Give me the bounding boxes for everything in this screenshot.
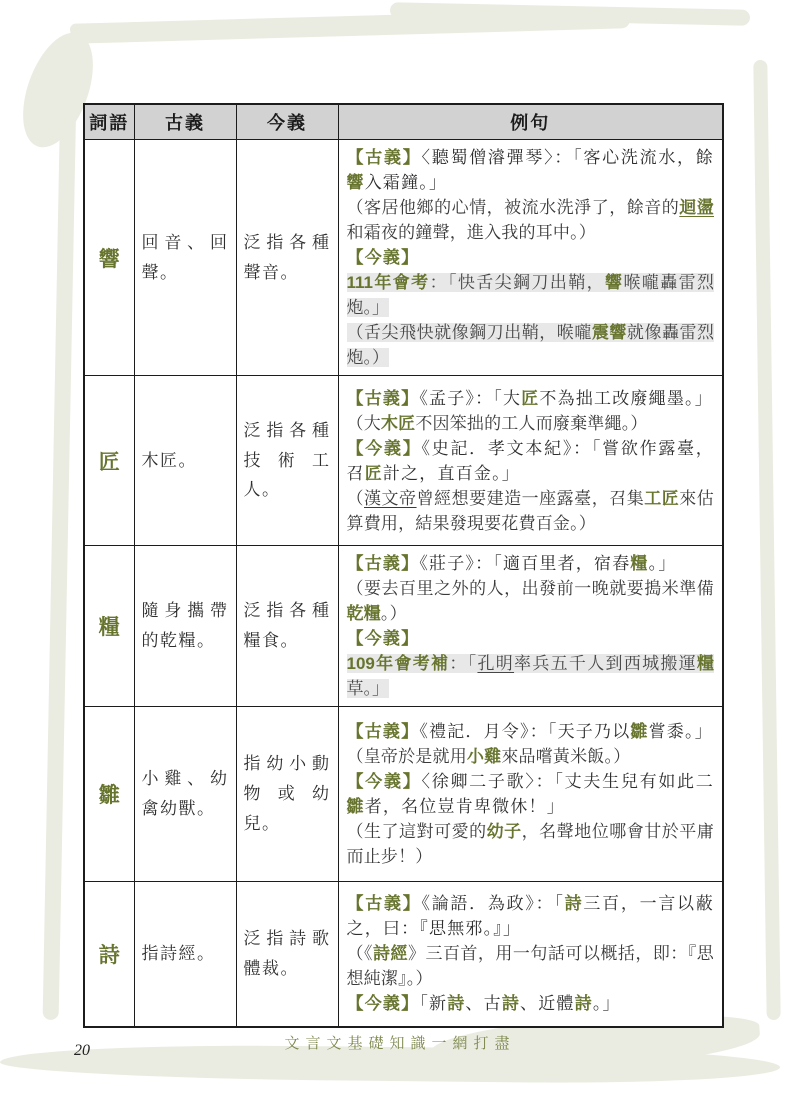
text-line xyxy=(347,389,713,408)
emphasis-run: 孔明 xyxy=(477,654,515,673)
text-line xyxy=(347,772,715,816)
text-line xyxy=(347,822,715,866)
ancient-meaning-cell: 木匠。 xyxy=(134,376,236,546)
emphasis-run: 詩 xyxy=(574,994,593,1014)
header-ancient-meaning: 古義 xyxy=(134,104,236,140)
footer-title: 文言文基礎知識一網打盡 xyxy=(284,1036,516,1052)
modern-meaning-cell: 泛指各種糧食。 xyxy=(236,546,338,707)
text-run: （生了這對可愛的 xyxy=(346,822,487,841)
table-row xyxy=(84,140,723,376)
text-run: （客居他鄉的心情，被流水洗淨了，餘音的 xyxy=(346,198,680,217)
emphasis-run: 匠 xyxy=(521,388,540,408)
text-run: ，名聲地位哪會甘於平庸而止步！） xyxy=(346,822,714,866)
text-line xyxy=(347,579,715,623)
table-body xyxy=(84,140,723,1027)
emphasis-run: 【今義】 xyxy=(346,994,420,1014)
text-run: 《孟子》：「大 xyxy=(419,388,522,408)
text-line xyxy=(347,629,420,648)
text-line xyxy=(347,439,715,483)
text-run: （舌尖飛快就像鋼刀出鞘，喉嚨 xyxy=(346,323,592,342)
text-run: 嘗黍。」 xyxy=(648,722,713,741)
word-character: 響 xyxy=(98,246,120,271)
emphasis-run: 詩 xyxy=(447,994,466,1014)
emphasis-run: 【今義】 xyxy=(346,248,420,267)
text-run: 入霜鐘。」 xyxy=(364,173,448,192)
text-run: 不因笨拙的工人而廢棄準繩。） xyxy=(415,413,648,433)
emphasis-run: 詩 xyxy=(564,894,584,914)
translation-line xyxy=(347,819,715,869)
emphasis-run: 【古義】 xyxy=(346,554,420,573)
quote-line xyxy=(347,991,715,1016)
text-run: 〈徐卿二子歌〉：「丈夫生兒有如此二 xyxy=(421,772,714,791)
emphasis-run: 【古義】 xyxy=(346,894,422,914)
example-cell xyxy=(338,376,723,546)
text-run: 《史記．孝文本紀》：「嘗欲作露臺，召 xyxy=(346,438,714,483)
quote-line xyxy=(347,891,715,941)
text-run: ：「快舌尖鋼刀出鞘， xyxy=(429,273,606,292)
header-row xyxy=(84,104,723,140)
exam-sentence xyxy=(347,651,715,701)
text-run: 《禮記．月令》：「天子乃以 xyxy=(419,722,631,741)
text-run: 和霜夜的鐘聲，進入我的耳中。） xyxy=(346,223,596,242)
text-run: 三百，一言以蔽之，曰：『思無邪。』」 xyxy=(346,894,714,939)
emphasis-run: 工匠 xyxy=(644,488,680,508)
emphasis-run: 震響 xyxy=(591,323,627,342)
word-character: 糧 xyxy=(98,615,120,639)
emphasis-run: 詩 xyxy=(501,994,521,1014)
text-line xyxy=(347,654,715,698)
emphasis-run: 迴盪 xyxy=(679,198,714,217)
word-cell xyxy=(84,882,134,1027)
header-modern-meaning: 今義 xyxy=(236,104,338,140)
vocab-table xyxy=(83,103,724,1028)
translation-line xyxy=(347,195,715,245)
word-cell xyxy=(84,546,134,707)
word-cell xyxy=(84,376,134,546)
text-run: 計之，直百金。」 xyxy=(382,463,521,483)
quote-line xyxy=(347,769,715,819)
quote-line xyxy=(347,145,715,195)
emphasis-run: 109年會考補 xyxy=(346,654,450,673)
emphasis-run: 漢文帝 xyxy=(364,488,417,508)
text-run: 率兵五千人到西城搬運 xyxy=(514,654,698,673)
text-line xyxy=(347,554,677,573)
modern-meaning-cell: 泛指各種聲音。 xyxy=(236,140,338,376)
translation-line xyxy=(347,576,715,626)
word-cell xyxy=(84,707,134,882)
text-run: 《論語．為政》：「 xyxy=(421,894,565,914)
text-run: 就像轟雷烈炮。） xyxy=(346,323,715,367)
table-row xyxy=(84,546,723,707)
emphasis-run: 幼子 xyxy=(486,822,522,841)
emphasis-run: 【今義】 xyxy=(346,629,420,648)
emphasis-run: 匠 xyxy=(364,463,383,483)
translation-line xyxy=(347,941,715,991)
modern-meaning-cell: 指幼小動物或幼兒。 xyxy=(236,707,338,882)
emphasis-run: 響 xyxy=(605,273,624,292)
text-run: 、古 xyxy=(465,994,502,1014)
word-cell xyxy=(84,140,134,376)
emphasis-run: 【今義】 xyxy=(346,772,422,791)
table-row xyxy=(84,376,723,546)
ancient-meaning-cell: 指詩經。 xyxy=(134,882,236,1027)
word-character: 詩 xyxy=(98,942,120,967)
modern-meaning-cell: 泛指詩歌體裁。 xyxy=(236,882,338,1027)
emphasis-run: 糧 xyxy=(697,654,715,673)
emphasis-run: 雛 xyxy=(346,797,365,816)
text-run: （ xyxy=(346,488,365,508)
emphasis-run: 木匠 xyxy=(380,413,416,433)
ancient-meaning-cell: 小雞、幼禽幼獸。 xyxy=(134,707,236,882)
emphasis-run: 乾糧 xyxy=(346,604,381,623)
ancient-meaning-cell: 隨身攜帶的乾糧。 xyxy=(134,546,236,707)
text-run: （大 xyxy=(346,413,381,433)
text-run: 、近體 xyxy=(520,994,575,1014)
translation-line xyxy=(347,744,715,769)
text-run: 。」 xyxy=(648,554,677,573)
text-line xyxy=(347,944,715,988)
table-row xyxy=(84,882,723,1027)
modern-meaning-cell: 泛指各種技術工人。 xyxy=(236,376,338,546)
translation-line xyxy=(347,486,715,536)
emphasis-run: 111年會考 xyxy=(346,273,430,292)
text-line xyxy=(347,248,420,267)
word-character: 匠 xyxy=(98,449,120,474)
text-run: 喉嚨轟雷烈炮。」 xyxy=(346,273,715,317)
text-line xyxy=(347,273,715,317)
text-run: 「新 xyxy=(419,994,448,1014)
text-run: 。） xyxy=(380,604,407,623)
text-line xyxy=(347,747,631,766)
emphasis-run: 【今義】 xyxy=(346,438,422,458)
page-number: 20 xyxy=(74,1042,90,1059)
example-cell xyxy=(338,707,723,882)
text-run: （《 xyxy=(346,944,373,964)
quote-line xyxy=(347,436,715,486)
text-run: 不為拙工改廢繩墨。」 xyxy=(539,388,713,408)
translation-line xyxy=(347,411,715,436)
text-run: ：「 xyxy=(449,654,478,673)
table-header xyxy=(84,104,723,140)
header-word: 詞語 xyxy=(84,104,134,140)
text-run: （皇帝於是就用 xyxy=(346,747,467,766)
emphasis-run: 小雞 xyxy=(466,747,502,766)
text-run: 來品嚐黃米飯。） xyxy=(501,747,631,766)
emphasis-run: 詩經 xyxy=(372,944,408,964)
exam-sentence xyxy=(347,320,715,370)
emphasis-run: 雛 xyxy=(630,722,649,741)
text-run: 草。」 xyxy=(346,679,389,698)
example-cell xyxy=(338,546,723,707)
text-run: 者，名位豈肯卑微休！」 xyxy=(364,797,565,816)
example-cell xyxy=(338,140,723,376)
ancient-meaning-cell: 回音、回聲。 xyxy=(134,140,236,376)
text-run: 〈聽蜀僧濬彈琴〉：「客心洗流水，餘 xyxy=(421,148,714,167)
text-run: 》三百首，用一句話可以概括，即：『思想純潔』。） xyxy=(346,944,714,989)
quote-line xyxy=(347,626,715,651)
header-example: 例句 xyxy=(338,104,723,140)
text-run: 《莊子》：「適百里者，宿舂 xyxy=(419,554,631,573)
emphasis-run: 【古義】 xyxy=(346,148,422,167)
table-row xyxy=(84,707,723,882)
text-line xyxy=(347,148,715,192)
emphasis-run: 響 xyxy=(346,173,365,192)
text-line xyxy=(347,894,715,938)
text-line xyxy=(347,722,713,741)
quote-line xyxy=(347,551,715,576)
exam-sentence xyxy=(347,270,715,320)
text-run: 。」 xyxy=(592,994,621,1014)
text-run: （要去百里之外的人，出發前一晚就要搗米準備 xyxy=(346,579,714,598)
emphasis-run: 糧 xyxy=(630,554,649,573)
quote-line xyxy=(347,386,715,411)
example-cell xyxy=(338,882,723,1027)
text-line xyxy=(347,489,715,533)
text-line xyxy=(347,994,621,1013)
text-line xyxy=(347,323,715,367)
word-character: 雛 xyxy=(98,783,120,807)
quote-line xyxy=(347,719,715,744)
emphasis-run: 【古義】 xyxy=(346,388,420,408)
text-line xyxy=(347,414,648,433)
emphasis-run: 【古義】 xyxy=(346,722,420,741)
text-run: 曾經想要建造一座露臺，召集 xyxy=(416,488,645,508)
quote-line xyxy=(347,245,715,270)
text-run: 來估算費用，結果發現要花費百金。） xyxy=(346,488,714,533)
text-line xyxy=(347,198,715,242)
